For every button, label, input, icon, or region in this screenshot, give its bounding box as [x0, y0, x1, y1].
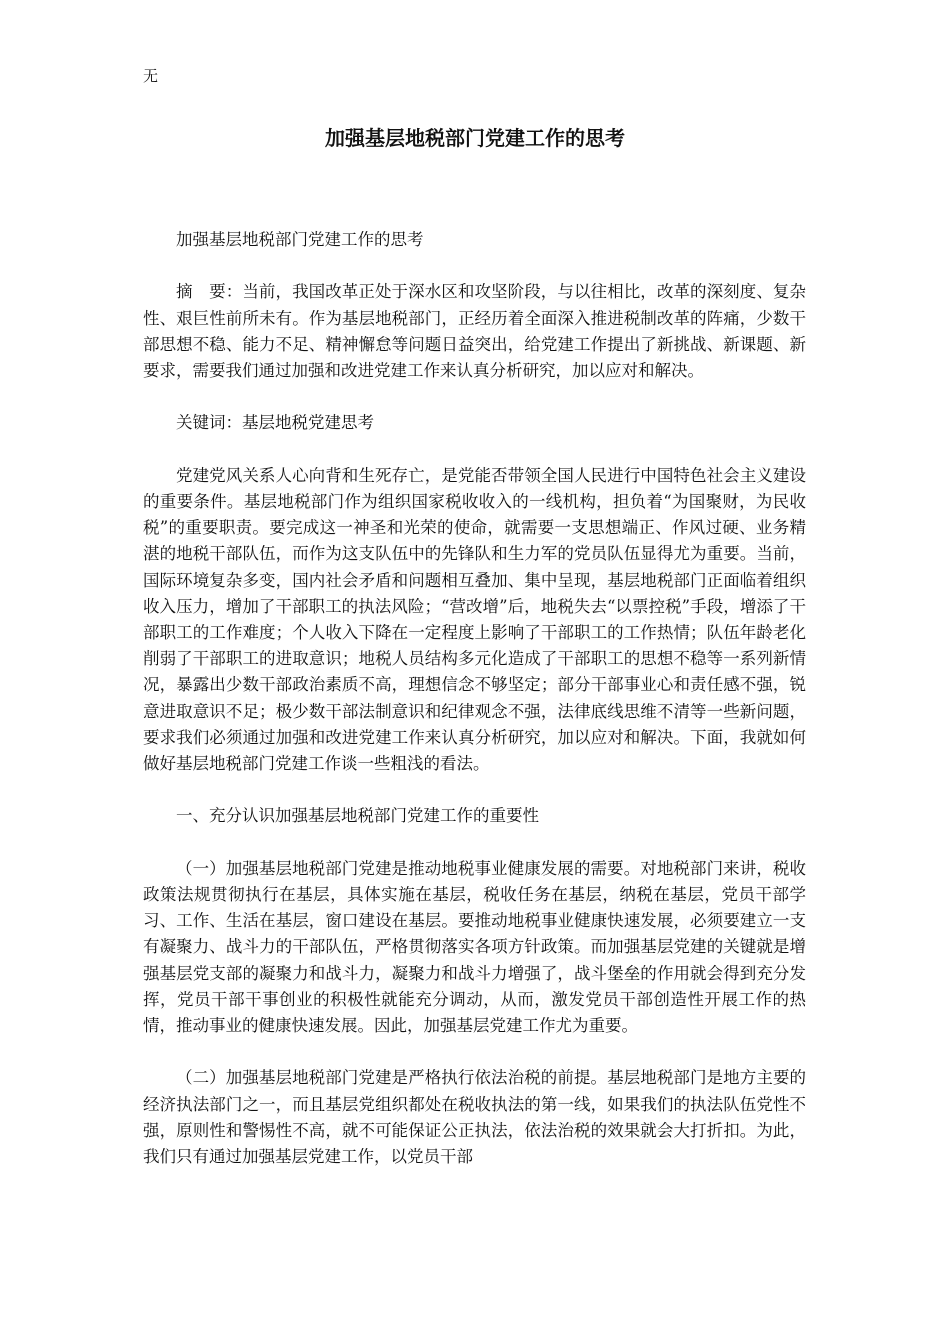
intro-paragraph: 党建党风关系人心向背和生死存亡，是党能否带领全国人民进行中国特色社会主义建设的重要条件。基层地税部门作为组织国家税收收入的一线机构，担负着“为国聚财，为民收税”的重要职责。要完成这一神圣和光荣的使命，就需要一支思想端正、作风过硬、业务精湛的地税干部队伍，而作为这支队伍中的先锋队和生力军的党员队伍显得尤为重要。当前，国际环境复杂多变，国内社会矛盾和问题相互叠加、集中呈现，基层地税部门正面临着组织收入压力，增加了干部职工的执法风险；“营改增”后，地税失去“以票控税”手段，增添了干部职工的工作难度；个人收入下降在一定程度上影响了干部职工的工作热情；队伍年龄老化削弱了干部职工的进取意识；地税人员结构多元化造成了干部职工的思想不稳等一系列新情况，暴露出少数干部政治素质不高，理想信念不够坚定；部分干部事业心和责任感不强，锐意进取意识不足；极少数干部法制意识和纪律观念不强，法律底线思维不清等一些新问题，要求我们必须通过加强和改进党建工作来认真分析研究，加以应对和解决。下面，我就如何做好基层地税部门党建工作谈一些粗浅的看法。 [143, 465, 806, 774]
keywords-paragraph: 关键词：基层地税党建思考 [176, 413, 374, 433]
body-subtitle: 加强基层地税部门党建工作的思考 [176, 230, 424, 249]
header-mark: 无 [143, 67, 159, 85]
section-1-paragraph-2: （二）加强基层地税部门党建是严格执行依法治税的前提。基层地税部门是地方主要的经济执法部门之一，而且基层党组织都处在税收执法的第一线，如果我们的执法队伍党性不强，原则性和警惕性不高，就不可能保证公正执法，依法治税的效果就会大打折扣。为此，我们只有通过加强基层党建工作，以党员干部 [143, 1068, 806, 1167]
document-title: 加强基层地税部门党建工作的思考 [325, 126, 625, 150]
abstract-paragraph: 摘 要：当前，我国改革正处于深水区和攻坚阶段，与以往相比，改革的深刻度、复杂性、艰巨性前所未有。作为基层地税部门，正经历着全面深入推进税制改革的阵痛，少数干部思想不稳、能力不足、精神懈怠等问题日益突出，给党建工作提出了新挑战、新课题、新要求，需要我们通过加强和改进党建工作来认真分析研究，加以应对和解决。 [143, 282, 806, 380]
section-heading-1: 一、充分认识加强基层地税部门党建工作的重要性 [176, 806, 539, 826]
document-body [143, 227, 806, 1196]
section-1-paragraph-1: （一）加强基层地税部门党建是推动地税事业健康发展的需要。对地税部门来讲，税收政策法规贯彻执行在基层，具体实施在基层，税收任务在基层，纳税在基层，党员干部学习、工作、生活在基层，窗口建设在基层。要推动地税事业健康快速发展，必须要建立一支有凝聚力、战斗力的干部队伍，严格贯彻落实各项方针政策。而加强基层党建的关键就是增强基层党支部的凝聚力和战斗力，凝聚力和战斗力增强了，战斗堡垒的作用就会得到充分发挥，党员干部干事创业的积极性就能充分调动，从而，激发党员干部创造性开展工作的热情，推动事业的健康快速发展。因此，加强基层党建工作尤为重要。 [143, 858, 806, 1036]
